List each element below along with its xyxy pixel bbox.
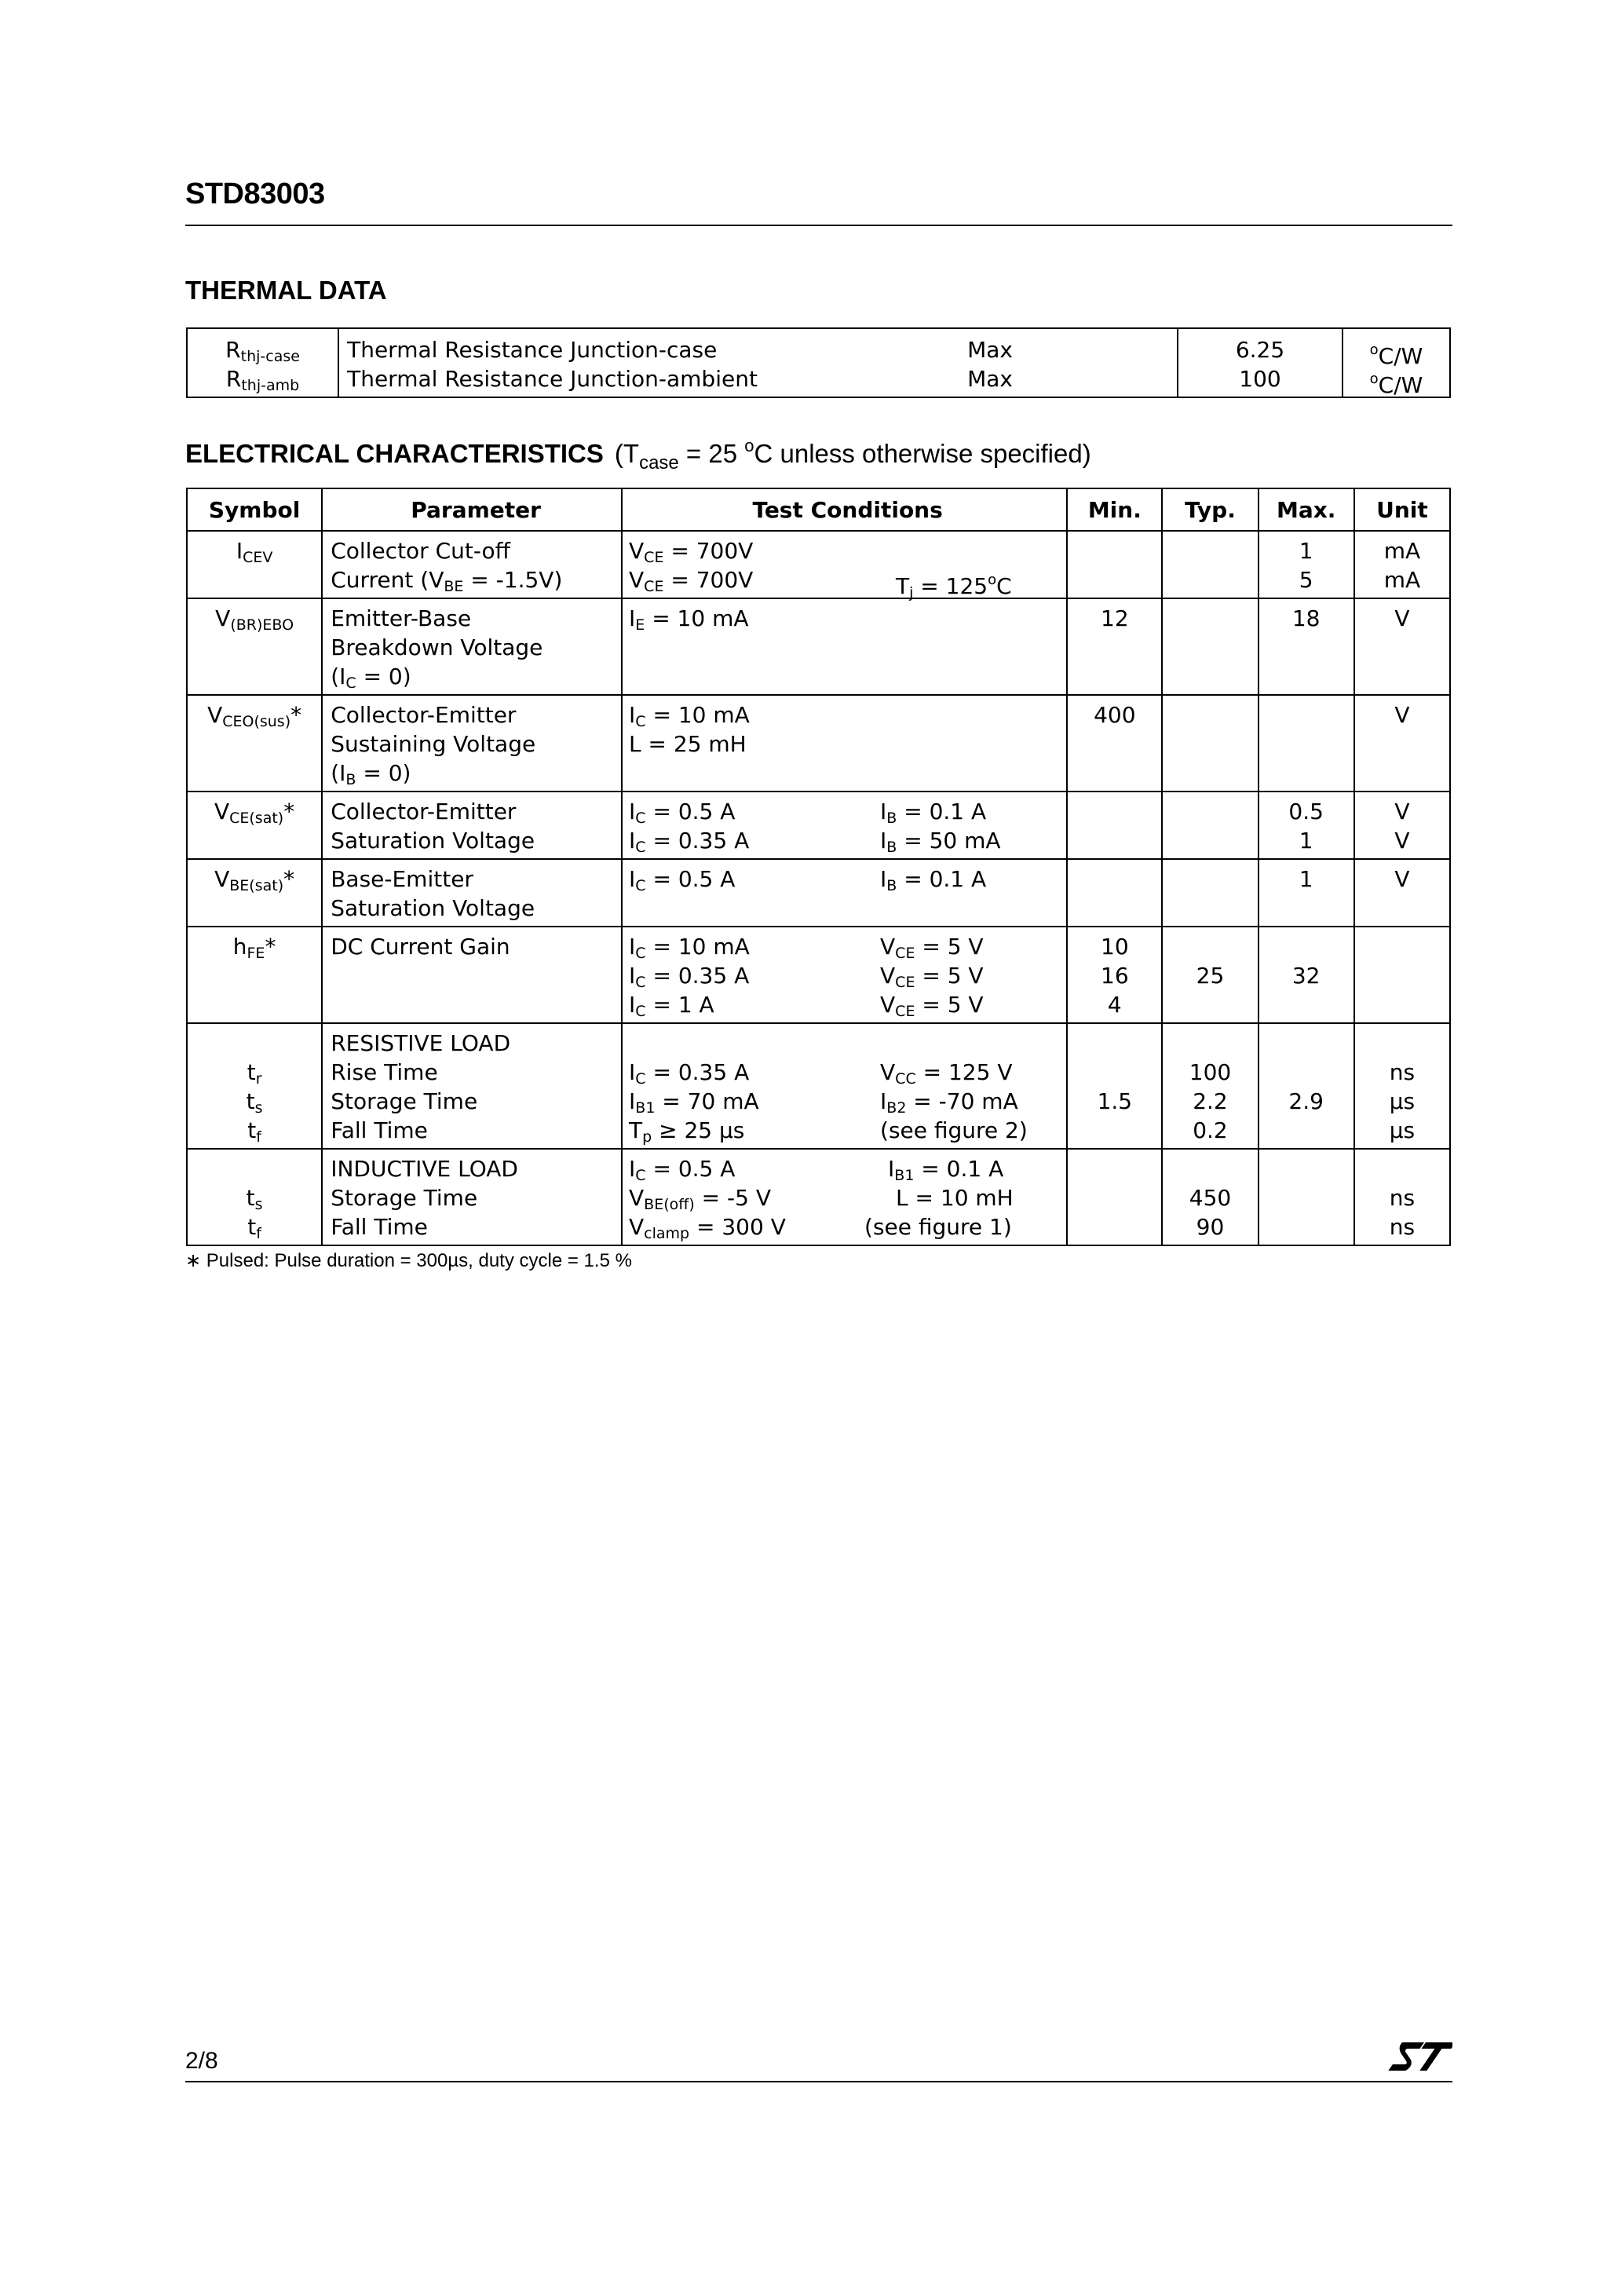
parameter-cell: Emitter-Base Breakdown Voltage $(I_C = 0)$ [322, 598, 622, 695]
footer-rule [185, 2081, 1452, 2082]
parameter-cell: Collector Cut-off Current $(V_{BE} = -1.5V)$ [322, 531, 622, 598]
table-row [187, 1149, 1450, 1245]
thermal-data-table [186, 327, 1451, 398]
header-max: Max. [1259, 488, 1354, 531]
conditions-cell: $I_C = 0.5$ A $I_{B1} = 0.1$ A $V_{BE(off)} = -5$ V L = 10 mH $V_{clamp} = 300$ V (see figure 1) [622, 1149, 1067, 1245]
min-cell: 12 [1067, 598, 1162, 695]
table-row [187, 598, 1450, 695]
table-row [187, 927, 1450, 1023]
max-cell [1259, 695, 1354, 792]
symbol-cell: $V_{CEO(sus)}*$ [187, 695, 322, 792]
unit-cell: V [1354, 859, 1450, 927]
header-parameter: Parameter [322, 488, 622, 531]
min-cell: 400 [1067, 695, 1162, 792]
symbol-cell: $t_s$ $t_f$ [187, 1149, 322, 1245]
header-symbol: Symbol [187, 488, 322, 531]
table-row [187, 792, 1450, 859]
conditions-cell: $I_C = 0.5$ A $I_B = 0.1$ A [622, 859, 1067, 927]
symbol-cell: $V_{BE(sat)}*$ [187, 859, 322, 927]
symbol-cell: $I_{CEV}$ [187, 531, 322, 598]
table-row [187, 695, 1450, 792]
header-min: Min. [1067, 488, 1162, 531]
conditions-cell: $I_C = 0.35$ A $V_{CC} = 125$ V $I_{B1} = 70$ mA $I_{B2} = -70$ mA $T_p \ge 25$ µs (see figure 2) [622, 1023, 1067, 1149]
parameter-cell: Collector-Emitter Saturation Voltage [322, 792, 622, 859]
table-row [187, 328, 1450, 397]
typ-cell [1162, 859, 1258, 927]
parameter-cell: INDUCTIVE LOAD Storage Time Fall Time [322, 1149, 622, 1245]
parameter-cell: Collector-Emitter Sustaining Voltage $(I_B = 0)$ [322, 695, 622, 792]
header-rule [185, 225, 1452, 226]
symbol-cell: $t_r$ $t_s$ $t_f$ [187, 1023, 322, 1149]
thermal-symbol-cell: $R_{thj-case}$ $R_{thj-amb}$ [187, 328, 338, 397]
document-title: STD83003 [185, 177, 325, 210]
st-logo-icon [1386, 2038, 1452, 2075]
typ-cell [1162, 695, 1258, 792]
typ-cell: 25 [1162, 927, 1258, 1023]
conditions-cell: $I_E = 10$ mA [622, 598, 1067, 695]
typ-cell [1162, 792, 1258, 859]
max-cell [1259, 1149, 1354, 1245]
electrical-characteristics-table [186, 488, 1451, 1246]
max-cell: 1 5 [1259, 531, 1354, 598]
page-number: 2/8 [185, 2048, 218, 2074]
min-cell [1067, 1149, 1162, 1245]
pulsed-footnote: ∗ Pulsed: Pulse duration = 300µs, duty cycle = 1.5 % [185, 1250, 632, 1271]
symbol-cell: $h_{FE}*$ [187, 927, 322, 1023]
min-cell [1067, 859, 1162, 927]
min-cell [1067, 792, 1162, 859]
unit-cell: mA mA [1354, 531, 1450, 598]
table-row [187, 859, 1450, 927]
table-header-row [187, 488, 1450, 531]
min-cell: 10 16 4 [1067, 927, 1162, 1023]
electrical-characteristics-title: ELECTRICAL CHARACTERISTICS ($T_{case} = 25$ $^o$C unless otherwise specified) [185, 436, 1091, 473]
thermal-value-cell: 6.25 100 [1178, 328, 1343, 397]
parameter-cell: Base-Emitter Saturation Voltage [322, 859, 622, 927]
thermal-unit-cell: $^o$C/W $^o$C/W [1343, 328, 1450, 397]
conditions-cell: $I_C = 0.5$ A $I_B = 0.1$ A $I_C = 0.35$ A $I_B = 50$ mA [622, 792, 1067, 859]
electrical-conditions-note: ($T_{case} = 25$ $^o$C unless otherwise specified) [614, 436, 1091, 473]
min-cell [1067, 531, 1162, 598]
typ-cell [1162, 531, 1258, 598]
typ-cell [1162, 598, 1258, 695]
unit-cell: ns ns [1354, 1149, 1450, 1245]
max-cell: 2.9 [1259, 1023, 1354, 1149]
symbol-cell: $V_{CE(sat)}*$ [187, 792, 322, 859]
unit-cell: V [1354, 598, 1450, 695]
min-cell: 1.5 [1067, 1023, 1162, 1149]
conditions-cell: $I_C = 10$ mA L = 25 mH [622, 695, 1067, 792]
unit-cell: ns µs µs [1354, 1023, 1450, 1149]
typ-cell: 100 2.2 0.2 [1162, 1023, 1258, 1149]
typ-cell: 450 90 [1162, 1149, 1258, 1245]
thermal-description-cell: Thermal Resistance Junction-case Max Thermal Resistance Junction-ambient Max [338, 328, 1178, 397]
max-cell: 1 [1259, 859, 1354, 927]
header-unit: Unit [1354, 488, 1450, 531]
conditions-cell: $V_{CE} = 700V$ $V_{CE} = 700V$ $T_j = 125^oC$ [622, 531, 1067, 598]
table-row [187, 531, 1450, 598]
header-test-conditions: Test Conditions [622, 488, 1067, 531]
header-typ: Typ. [1162, 488, 1258, 531]
max-cell: 32 [1259, 927, 1354, 1023]
max-cell: 18 [1259, 598, 1354, 695]
parameter-cell: DC Current Gain [322, 927, 622, 1023]
max-cell: 0.5 1 [1259, 792, 1354, 859]
symbol-cell: $V_{(BR)EBO}$ [187, 598, 322, 695]
conditions-cell: $I_C = 10$ mA $V_{CE} = 5$ V $I_C = 0.35$ A $V_{CE} = 5$ V $I_C = 1$ A $V_{CE} = 5$ V [622, 927, 1067, 1023]
unit-cell: V [1354, 695, 1450, 792]
unit-cell [1354, 927, 1450, 1023]
thermal-data-title: THERMAL DATA [185, 276, 387, 305]
unit-cell: V V [1354, 792, 1450, 859]
table-row [187, 1023, 1450, 1149]
parameter-cell: RESISTIVE LOAD Rise Time Storage Time Fall Time [322, 1023, 622, 1149]
